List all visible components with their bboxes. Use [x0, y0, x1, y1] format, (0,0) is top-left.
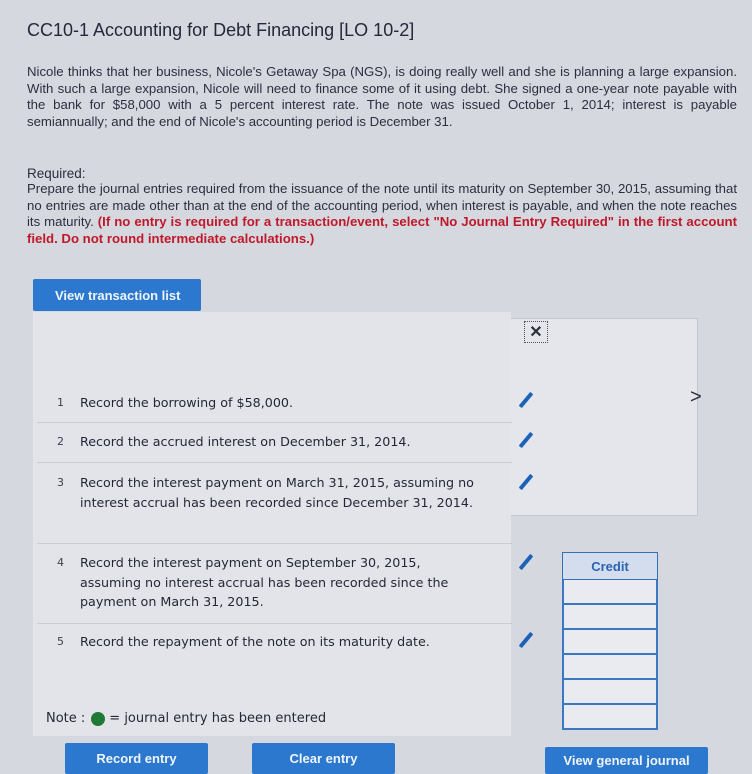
transaction-number: 3 [57, 476, 64, 489]
transaction-row-1[interactable] [37, 393, 512, 423]
edit-pencil-icon[interactable] [519, 554, 534, 570]
credit-input[interactable] [562, 605, 658, 630]
entered-indicator-icon [91, 712, 105, 726]
clear-entry-button[interactable]: Clear entry [252, 743, 395, 774]
view-transaction-list-button[interactable]: View transaction list [33, 279, 201, 311]
page-title: CC10-1 Accounting for Debt Financing [LO 10-2] [27, 20, 415, 40]
transaction-description: Record the interest payment on March 31, 2015, assuming no interest accrual has been recorded since December 31, 2014. [80, 475, 474, 510]
problem-paragraph: Nicole thinks that her business, Nicole's Getaway Spa (NGS), is doing really well and she is planning a large expansion. With such a large expansion, Nicole will need to finance some of it using debt. She signed a one-year note payable with the bank for $58,000 with a 5 percent interest rate. The note was issued October 1, 2014; interest is payable semiannually; and the end of Nicole's accounting period is December 31. [27, 64, 737, 129]
close-icon[interactable]: ✕ [524, 321, 548, 343]
transaction-number: 4 [57, 556, 64, 569]
transaction-number: 2 [57, 435, 64, 448]
credit-input[interactable] [562, 630, 658, 655]
required-note: (If no entry is required for a transaction/event, select "No Journal Entry Required" in the first account field. Do not round intermediate calculations.) [27, 214, 737, 246]
edit-pencil-icon[interactable] [519, 632, 534, 648]
note [46, 711, 326, 726]
credit-input[interactable] [562, 705, 658, 730]
transaction-row-3[interactable] [37, 473, 512, 544]
transaction-number: 1 [57, 396, 64, 409]
note-text: = journal entry has been entered [109, 711, 327, 726]
required-label: Required: [27, 166, 86, 181]
transaction-number: 5 [57, 635, 64, 648]
required-instructions [27, 181, 737, 247]
credit-header: Credit [562, 552, 658, 580]
journal-entry-panel [508, 318, 698, 516]
transaction-row-2[interactable] [37, 432, 512, 463]
note-label: Note : [46, 711, 86, 726]
credit-input[interactable] [562, 580, 658, 605]
transaction-row-4[interactable] [37, 553, 512, 624]
credit-input[interactable] [562, 655, 658, 680]
transaction-row-5[interactable] [37, 632, 512, 666]
credit-input[interactable] [562, 680, 658, 705]
transaction-description: Record the interest payment on September 30, 2015, assuming no interest accrual has been recorded since the payment on March 31, 2015. [80, 555, 449, 609]
credit-column [562, 552, 658, 730]
view-general-journal-button[interactable]: View general journal [545, 747, 708, 774]
transaction-description: Record the accrued interest on December 31, 2014. [80, 434, 411, 449]
transaction-description: Record the borrowing of $58,000. [80, 395, 294, 410]
chevron-right-icon[interactable]: > [690, 386, 702, 408]
required-text: Prepare the journal entries required from the issuance of the note until its maturity on September 30, 2015, assuming that no entries are made other than at the end of the accounting period, when interest is payable, and when the note reaches its maturity. [27, 181, 737, 229]
record-entry-button[interactable]: Record entry [65, 743, 208, 774]
transaction-description: Record the repayment of the note on its maturity date. [80, 634, 430, 649]
